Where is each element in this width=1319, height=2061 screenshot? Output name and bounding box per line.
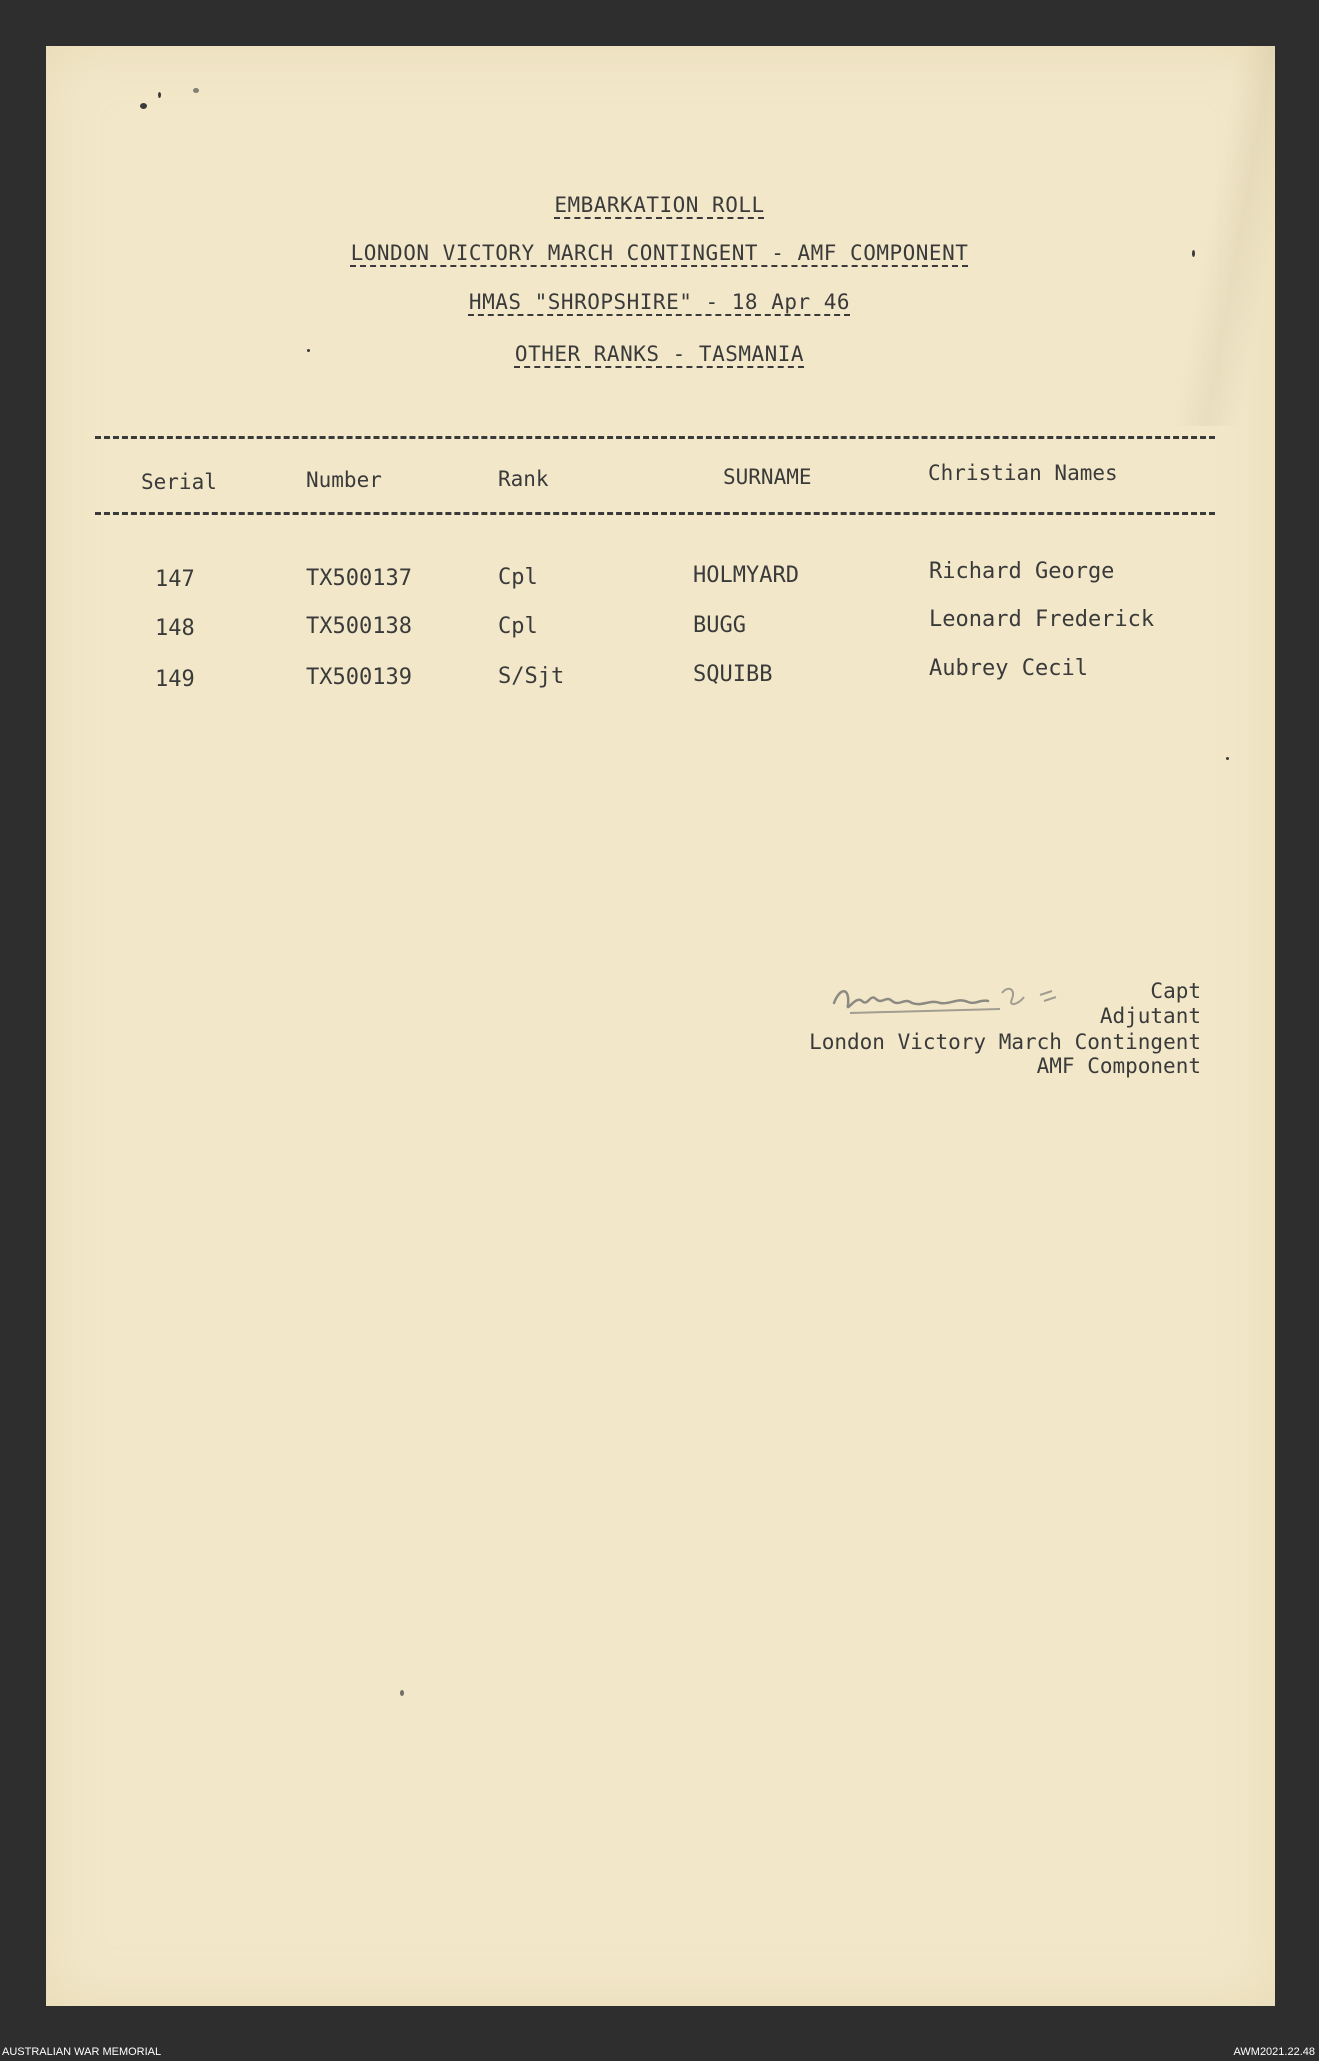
column-header-surname: SURNAME	[723, 465, 812, 489]
table-header-rule	[95, 512, 1215, 515]
cell-rank: S/Sjt	[498, 664, 565, 689]
footer-accession-number: AWM2021.22.48	[1233, 2046, 1315, 2058]
signatory-unit-line-1: London Victory March Contingent	[809, 1030, 1201, 1054]
ink-speck	[140, 103, 147, 109]
cell-surname: BUGG	[693, 613, 746, 638]
column-header-rank: Rank	[498, 467, 549, 491]
signatory-rank: Capt	[1150, 979, 1201, 1003]
column-header-christian-names: Christian Names	[928, 461, 1118, 485]
column-header-serial: Serial	[141, 470, 217, 494]
cell-christian-names: Leonard Frederick	[929, 607, 1155, 632]
cell-surname: SQUIBB	[693, 662, 773, 687]
cell-serial: 148	[155, 616, 195, 641]
footer-credit: AUSTRALIAN WAR MEMORIAL	[2, 2046, 162, 2058]
document-subtitle: LONDON VICTORY MARCH CONTINGENT - AMF COMPONENT	[350, 241, 969, 265]
category-line: OTHER RANKS - TASMANIA	[514, 342, 805, 366]
column-header-number: Number	[306, 468, 382, 492]
cell-rank: Cpl	[498, 565, 538, 590]
ink-speck	[193, 88, 199, 93]
cell-number: TX500137	[306, 566, 412, 591]
cell-number: TX500139	[306, 665, 412, 690]
cell-number: TX500138	[306, 614, 412, 639]
ink-speck	[400, 1690, 404, 1696]
signatory-unit-line-2: AMF Component	[1036, 1054, 1201, 1078]
table-top-rule	[95, 436, 1215, 439]
cell-serial: 147	[155, 567, 195, 592]
cell-christian-names: Aubrey Cecil	[929, 656, 1088, 681]
document-title: EMBARKATION ROLL	[554, 193, 765, 217]
signatory-role: Adjutant	[1099, 1004, 1201, 1028]
cell-christian-names: Richard George	[929, 559, 1115, 584]
ink-speck	[158, 92, 161, 98]
handwritten-signature	[830, 975, 1070, 1025]
ship-date-line: HMAS "SHROPSHIRE" - 18 Apr 46	[468, 290, 851, 314]
cell-serial: 149	[155, 667, 195, 692]
cell-rank: Cpl	[498, 614, 538, 639]
cell-surname: HOLMYARD	[693, 563, 799, 588]
ink-speck	[1226, 757, 1229, 760]
document-page	[46, 46, 1275, 2006]
